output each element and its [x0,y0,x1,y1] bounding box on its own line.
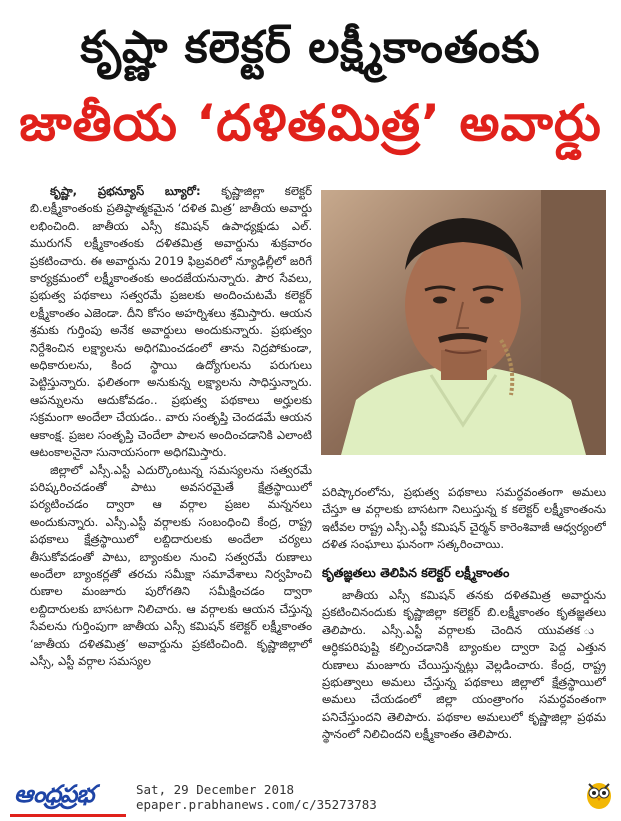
article-paragraph-1 [30,183,312,462]
page-footer [0,778,621,821]
headline-line-2: జాతీయ ‘దళితమిత్ర’ అవార్డు [19,94,602,152]
article-paragraph-3: పరిష్కారంలోను, ప్రభుత్వ పథకాలు సమర్ధవంతంగా అమలు చేస్తూ ఆ వర్గాలకు బాసటగా నిలుస్తున్న క కలెక్టర్ లక్ష్మీకాంతంను ఇటీవల రాష్ట్ర ఎస్సీ.ఎస్టీ కమిషన్ చైర్మన్ కారెంశివాజీ ఆధ్వర్యంలో దళిత సంఘాలు ఘనంగా సత్కరించాయి. [322,485,606,552]
epaper-url[interactable]: epaper.prabhanews.com/c/35273783 [136,797,377,812]
portrait-image [321,190,606,455]
footer-meta [136,782,377,812]
article-paragraph-2: జిల్లాలో ఎస్సీ.ఎస్టీ ఎదుర్కొంటున్న సమస్యలను సత్వరమే పరిష్కరించడంతో పాటు అవసరమైతే క్షేత్రస్థాయిలో పర్యటించడం ద్వారా ఆ వర్గాల ప్రజల మన్ననలు అందుకున్నారు. ఎస్సీ.ఎస్టీ వర్గాలకు సంబంధించి కేంద్ర, రాష్ట్ర పథకాలు క్షేత్రస్థాయిలో లబ్దిదారులకు అందేలా చర్యలు తీసుకోవడంతో పాటు, బ్యాంకుల నుంచి సత్వరమే రుణాలు అందేలా బ్యాంకర్లతో తరచు సమీక్షా సమావేశాలు నిర్వహించి రుణాల మంజూరు పురోగతిని సమీక్షించడం ద్వారా లబ్దిదారులకు బాసటగా నిలిచారు. ఆ వర్గాలకు ఆయన చేస్తున్న సేవలను గుర్తింపుగా జాతీయ ఎస్సీ కమిషన్ కలెక్టర్ లక్ష్మీకాంతం ‘జాతీయ దళితమిత్ర’ అవార్డును ప్రకటించింది. కృష్ణాజిల్లాలో ఎస్సీ, ఎస్టీ వర్గాల సమస్యల [30,462,312,668]
newspaper-logo: ఆంధ్రప్రభ [14,780,94,808]
collector-photo [321,190,606,455]
article-right-column [322,484,606,744]
article-paragraph-4: జాతీయ ఎస్సీ కమిషన్ తనకు దళితమిత్ర అవార్డును ప్రకటించినందుకు కృష్ణాజిల్లా కలెక్టర్ బి.లక్ష్మీకాంతం కృతజ్ఞతలు తెలిపారు. ఎస్సీ.ఎస్టీ వర్గాలకు చెందిన యువతక ు ఆర్ధికపరిపుష్టి కల్పించడానికి బ్యాంకుల ద్వారా పెద్ద ఎత్తున రుణాలు మంజూరు చేయిస్తున్నట్లు వెల్లడించారు. కేంద్ర, రాష్ట్ర ప్రభుత్వాలు అమలు చేస్తున్న పథకాలు జిల్లాలో క్షేత్రస్థాయిలో అమలు చేయడంలో జిల్లా యంత్రాంగం సమర్ధవంతంగా పనిచేస్తుందని తెలిపారు. పథకాల అమలులో కృష్ణాజిల్లా ప్రథమ స్థానంలో నిలిచిందని లక్ష్మీకాంతం తెలిపారు. [322,588,606,742]
article-left-column [30,183,312,768]
headline-line-1: కృష్ణా కలెక్టర్ లక్ష్మీకాంతంకు [80,22,541,73]
paragraph-1-text: కృష్ణాజిల్లా కలెక్టర్ బి.లక్ష్మీకాంతంకు ప్రతిష్ఠాత్మకమైన ‘దళిత మిత్ర’ జాతీయ అవార్డు లభించింది. జాతీయ ఎస్సీ కమిషన్ ఉపాధ్యక్షుడు ఎల్. మురుగన్ లక్ష్మీకాంతంకు దళితమిత్ర అవార్డును శుక్రవారం ప్రకటించారు. ఈ అవార్డును 2019 ఫిబ్రవరిలో న్యూఢిల్లీలో జరిగే కార్యక్రమంలో లక్ష్మీకాంతంకు అందజేయనున్నారు. పౌర సేవలు, ప్రభుత్వ పథకాలు సత్వరమే ప్రజలకు అందించుటమే కలెక్టర్ లక్ష్మీకాంతం ఎజెండా. దీని కోసం అహర్నిశలు శ్రమిస్తారు. ఆయన శ్రమకు గుర్తింపు అనేక అవార్డులు అందుకున్నారు. ప్రభుత్వం నిర్దేశించిన లక్ష్యాలను అధిగమించడంలో తాను నిద్రపోకుండా, అధికారులను, కింద స్థాయి ఉద్యోగులను పరుగులు పెట్టిస్తున్నారు. ఫలితంగా అనుకున్న లక్ష్యాలను సాధిస్తున్నారు. ఆపన్నులను ఆదుకోవడం.. ప్రభుత్వ పథకాలు అర్హులకు సక్రమంగా అందేలా చేయడం.. వారు సంతృప్తి చెందడమే ఆయన ఆకాంక్ష. ప్రజల సంతృప్తి చెందేలా పాలన అందించడానికి ఎలాంటి ఆటంకాలనైనా సునాయసంగా అధిగమిస్తారు. [30,184,312,460]
dateline: కృష్ణా, ప్రభన్యూస్ బ్యూరో: [50,184,201,198]
article-subheading: కృతజ్ఞతలు తెలిపిన కలెక్టర్ లక్ష్మీకాంతం [322,564,510,580]
owl-icon [584,778,614,810]
logo-underline [10,814,126,817]
publication-date: Sat, 29 December 2018 [136,782,295,797]
